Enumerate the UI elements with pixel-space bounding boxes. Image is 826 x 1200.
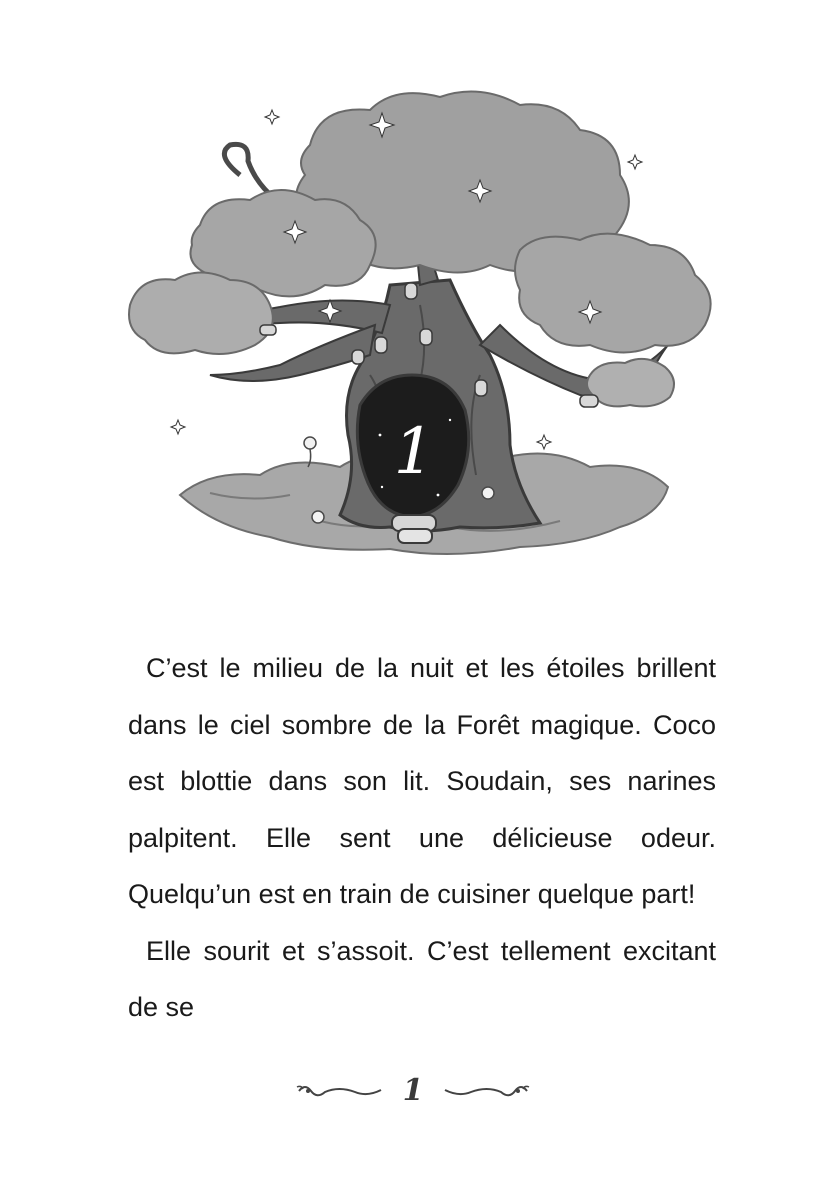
magic-tree-icon [120,75,730,585]
paragraph: C’est le milieu de la nuit et les étoiles brillent dans le ciel sombre de la Forêt magique. Coco est blottie dans son lit. Soudain, ses narines palpitent. Elle sent une délicieuse odeur. Quelqu’un est en train de cuisiner quelque part! [128,653,716,909]
chapter-illustration [120,75,730,585]
chapter-number: 1 [393,415,435,489]
right-flourish-icon [441,1079,531,1101]
page-footer [0,1068,826,1112]
page-number: 1 [402,1072,424,1108]
paragraph: Elle sourit et s’assoit. C’est tellement excitant de se [128,935,716,1022]
body-text [128,640,716,1036]
left-flourish-icon [295,1079,385,1101]
